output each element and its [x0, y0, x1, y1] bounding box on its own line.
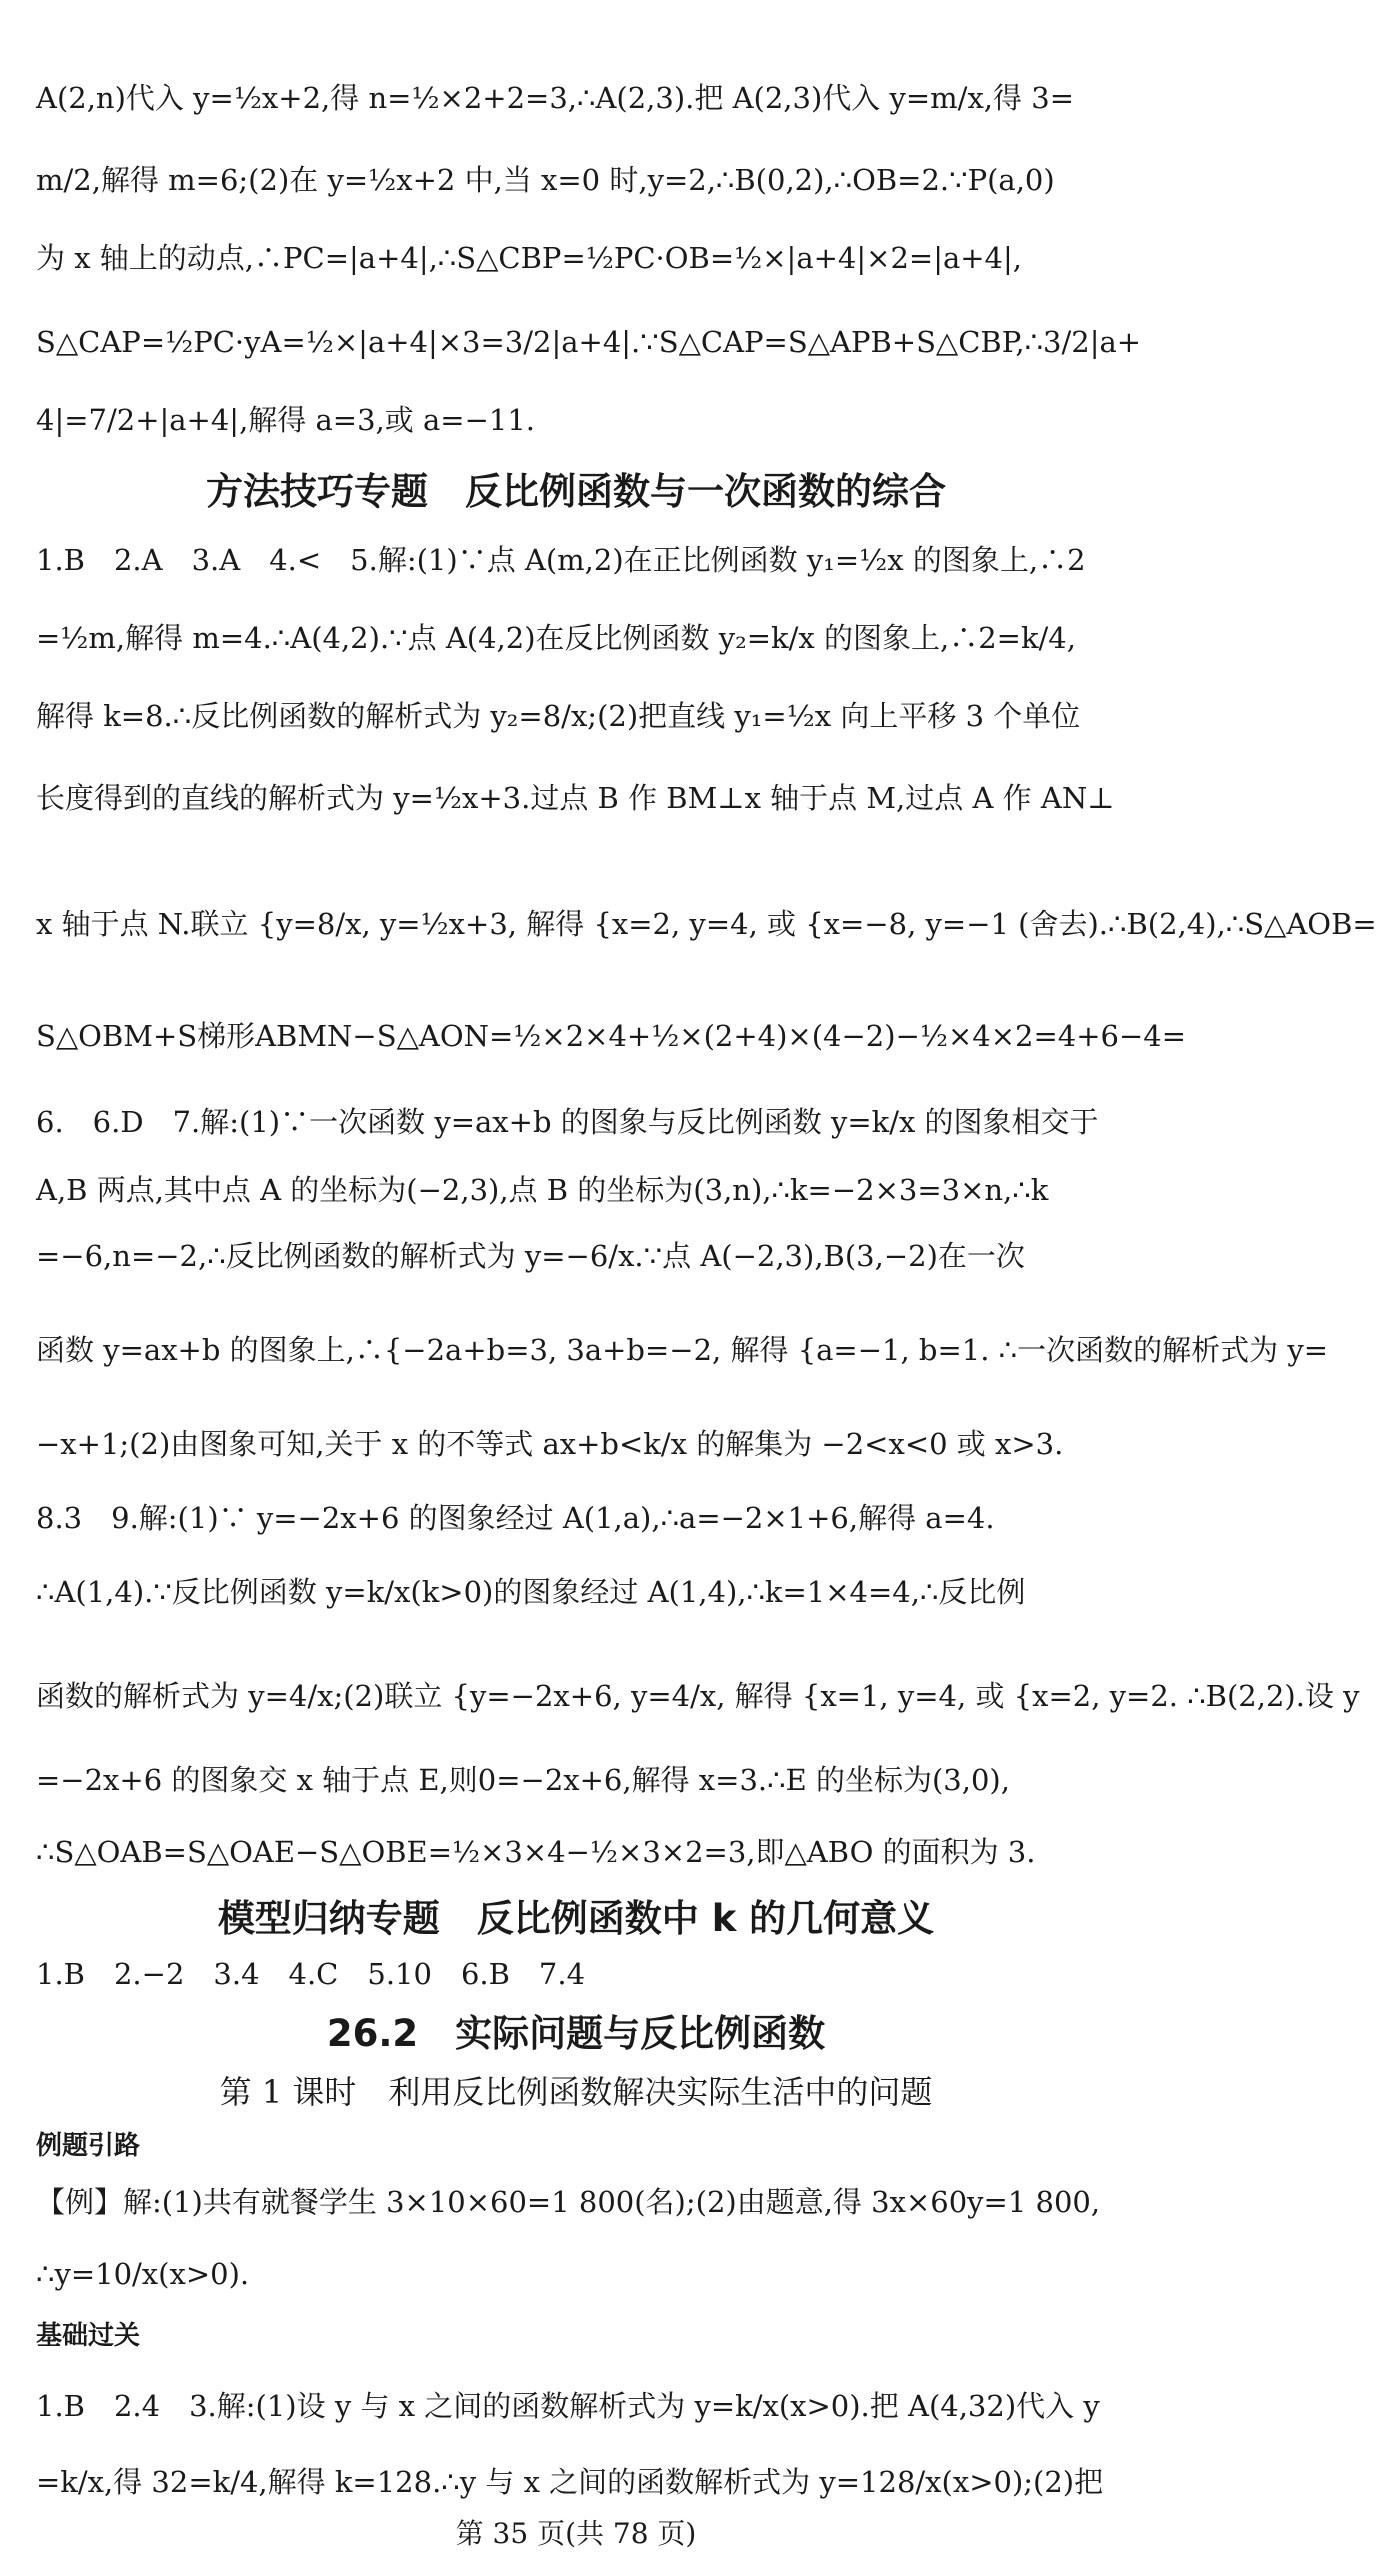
text-line: 长度得到的直线的解析式为 y=½x+3.过点 B 作 BM⊥x 轴于点 M,过点 A 作 AN⊥	[36, 781, 1115, 815]
basic-label: 基础过关	[36, 2321, 141, 2351]
example-label: 例题引路	[36, 2131, 141, 2161]
text-line: 1.B 2.A 3.A 4.< 5.解:(1)∵点 A(m,2)在正比例函数 y₁=½x 的图象上,∴2	[36, 543, 1086, 577]
text-line: =−6,n=−2,∴反比例函数的解析式为 y=−6/x.∵点 A(−2,3),B(3,−2)在一次	[36, 1239, 1025, 1273]
text-line: ∴A(1,4).∵反比例函数 y=k/x(k>0)的图象经过 A(1,4),∴k=1×4=4,∴反比例	[36, 1575, 1026, 1609]
text-line: =½m,解得 m=4.∴A(4,2).∵点 A(4,2)在反比例函数 y₂=k/x 的图象上,∴2=k/4,	[36, 621, 1076, 655]
text-line: 1.B 2.4 3.解:(1)设 y 与 x 之间的函数解析式为 y=k/x(x>0).把 A(4,32)代入 y	[36, 2389, 1100, 2423]
text-line: S△OBM+S梯形ABMN−S△AON=½×2×4+½×(2+4)×(4−2)−½×4×2=4+6−4=	[36, 1019, 1187, 1053]
text-line: 函数 y=ax+b 的图象上,∴{−2a+b=3, 3a+b=−2, 解得 {a=−1, b=1. ∴一次函数的解析式为 y=	[36, 1333, 1329, 1367]
text-line: x 轴于点 N.联立 {y=8/x, y=½x+3, 解得 {x=2, y=4, 或 {x=−8, y=−1 (舍去).∴B(2,4),∴S△AOB=	[36, 907, 1377, 941]
text-line: A(2,n)代入 y=½x+2,得 n=½×2+2=3,∴A(2,3).把 A(2,3)代入 y=m/x,得 3=	[36, 81, 1074, 115]
page-footer: 第 35 页(共 78 页)	[455, 2517, 697, 2550]
text-line: 4|=7/2+|a+4|,解得 a=3,或 a=−11.	[36, 403, 535, 437]
text-line: 8.3 9.解:(1)∵ y=−2x+6 的图象经过 A(1,a),∴a=−2×1+6,解得 a=4.	[36, 1501, 995, 1535]
text-line: 【例】解:(1)共有就餐学生 3×10×60=1 800(名);(2)由题意,得 3x×60y=1 800,	[36, 2185, 1101, 2219]
lesson-subtitle: 第 1 课时 利用反比例函数解决实际生活中的问题	[219, 2073, 933, 2111]
text-line: S△CAP=½PC·yA=½×|a+4|×3=3/2|a+4|.∵S△CAP=S△APB+S△CBP,∴3/2|a+	[36, 325, 1142, 359]
answers-line: 1.B 2.−2 3.4 4.C 5.10 6.B 7.4	[36, 1957, 586, 1991]
text-line: 函数的解析式为 y=4/x;(2)联立 {y=−2x+6, y=4/x, 解得 {x=1, y=4, 或 {x=2, y=2. ∴B(2,2).设 y	[36, 1679, 1360, 1713]
text-line: m/2,解得 m=6;(2)在 y=½x+2 中,当 x=0 时,y=2,∴B(0,2),∴OB=2.∵P(a,0)	[36, 163, 1055, 197]
section-title: 模型归纳专题 反比例函数中 k 的几何意义	[217, 1897, 935, 1940]
text-line: 6. 6.D 7.解:(1)∵一次函数 y=ax+b 的图象与反比例函数 y=k/x 的图象相交于	[36, 1105, 1099, 1139]
text-line: 为 x 轴上的动点,∴PC=|a+4|,∴S△CBP=½PC·OB=½×|a+4|×2=|a+4|,	[36, 241, 1022, 275]
text-line: A,B 两点,其中点 A 的坐标为(−2,3),点 B 的坐标为(3,n),∴k=−2×3=3×n,∴k	[36, 1173, 1049, 1207]
text-line: −x+1;(2)由图象可知,关于 x 的不等式 ax+b<k/x 的解集为 −2<x<0 或 x>3.	[36, 1427, 1064, 1461]
text-line: 解得 k=8.∴反比例函数的解析式为 y₂=8/x;(2)把直线 y₁=½x 向上平移 3 个单位	[36, 699, 1081, 733]
text-line: ∴S△OAB=S△OAE−S△OBE=½×3×4−½×3×2=3,即△ABO 的面积为 3.	[36, 1835, 1036, 1869]
text-line: ∴y=10/x(x>0).	[36, 2257, 250, 2291]
section-title: 26.2 实际问题与反比例函数	[326, 2012, 826, 2055]
text-line: =−2x+6 的图象交 x 轴于点 E,则0=−2x+6,解得 x=3.∴E 的坐标为(3,0),	[36, 1763, 1010, 1797]
section-title: 方法技巧专题 反比例函数与一次函数的综合	[206, 470, 946, 513]
text-line: =k/x,得 32=k/4,解得 k=128.∴y 与 x 之间的函数解析式为 y=128/x(x>0);(2)把	[36, 2465, 1104, 2499]
